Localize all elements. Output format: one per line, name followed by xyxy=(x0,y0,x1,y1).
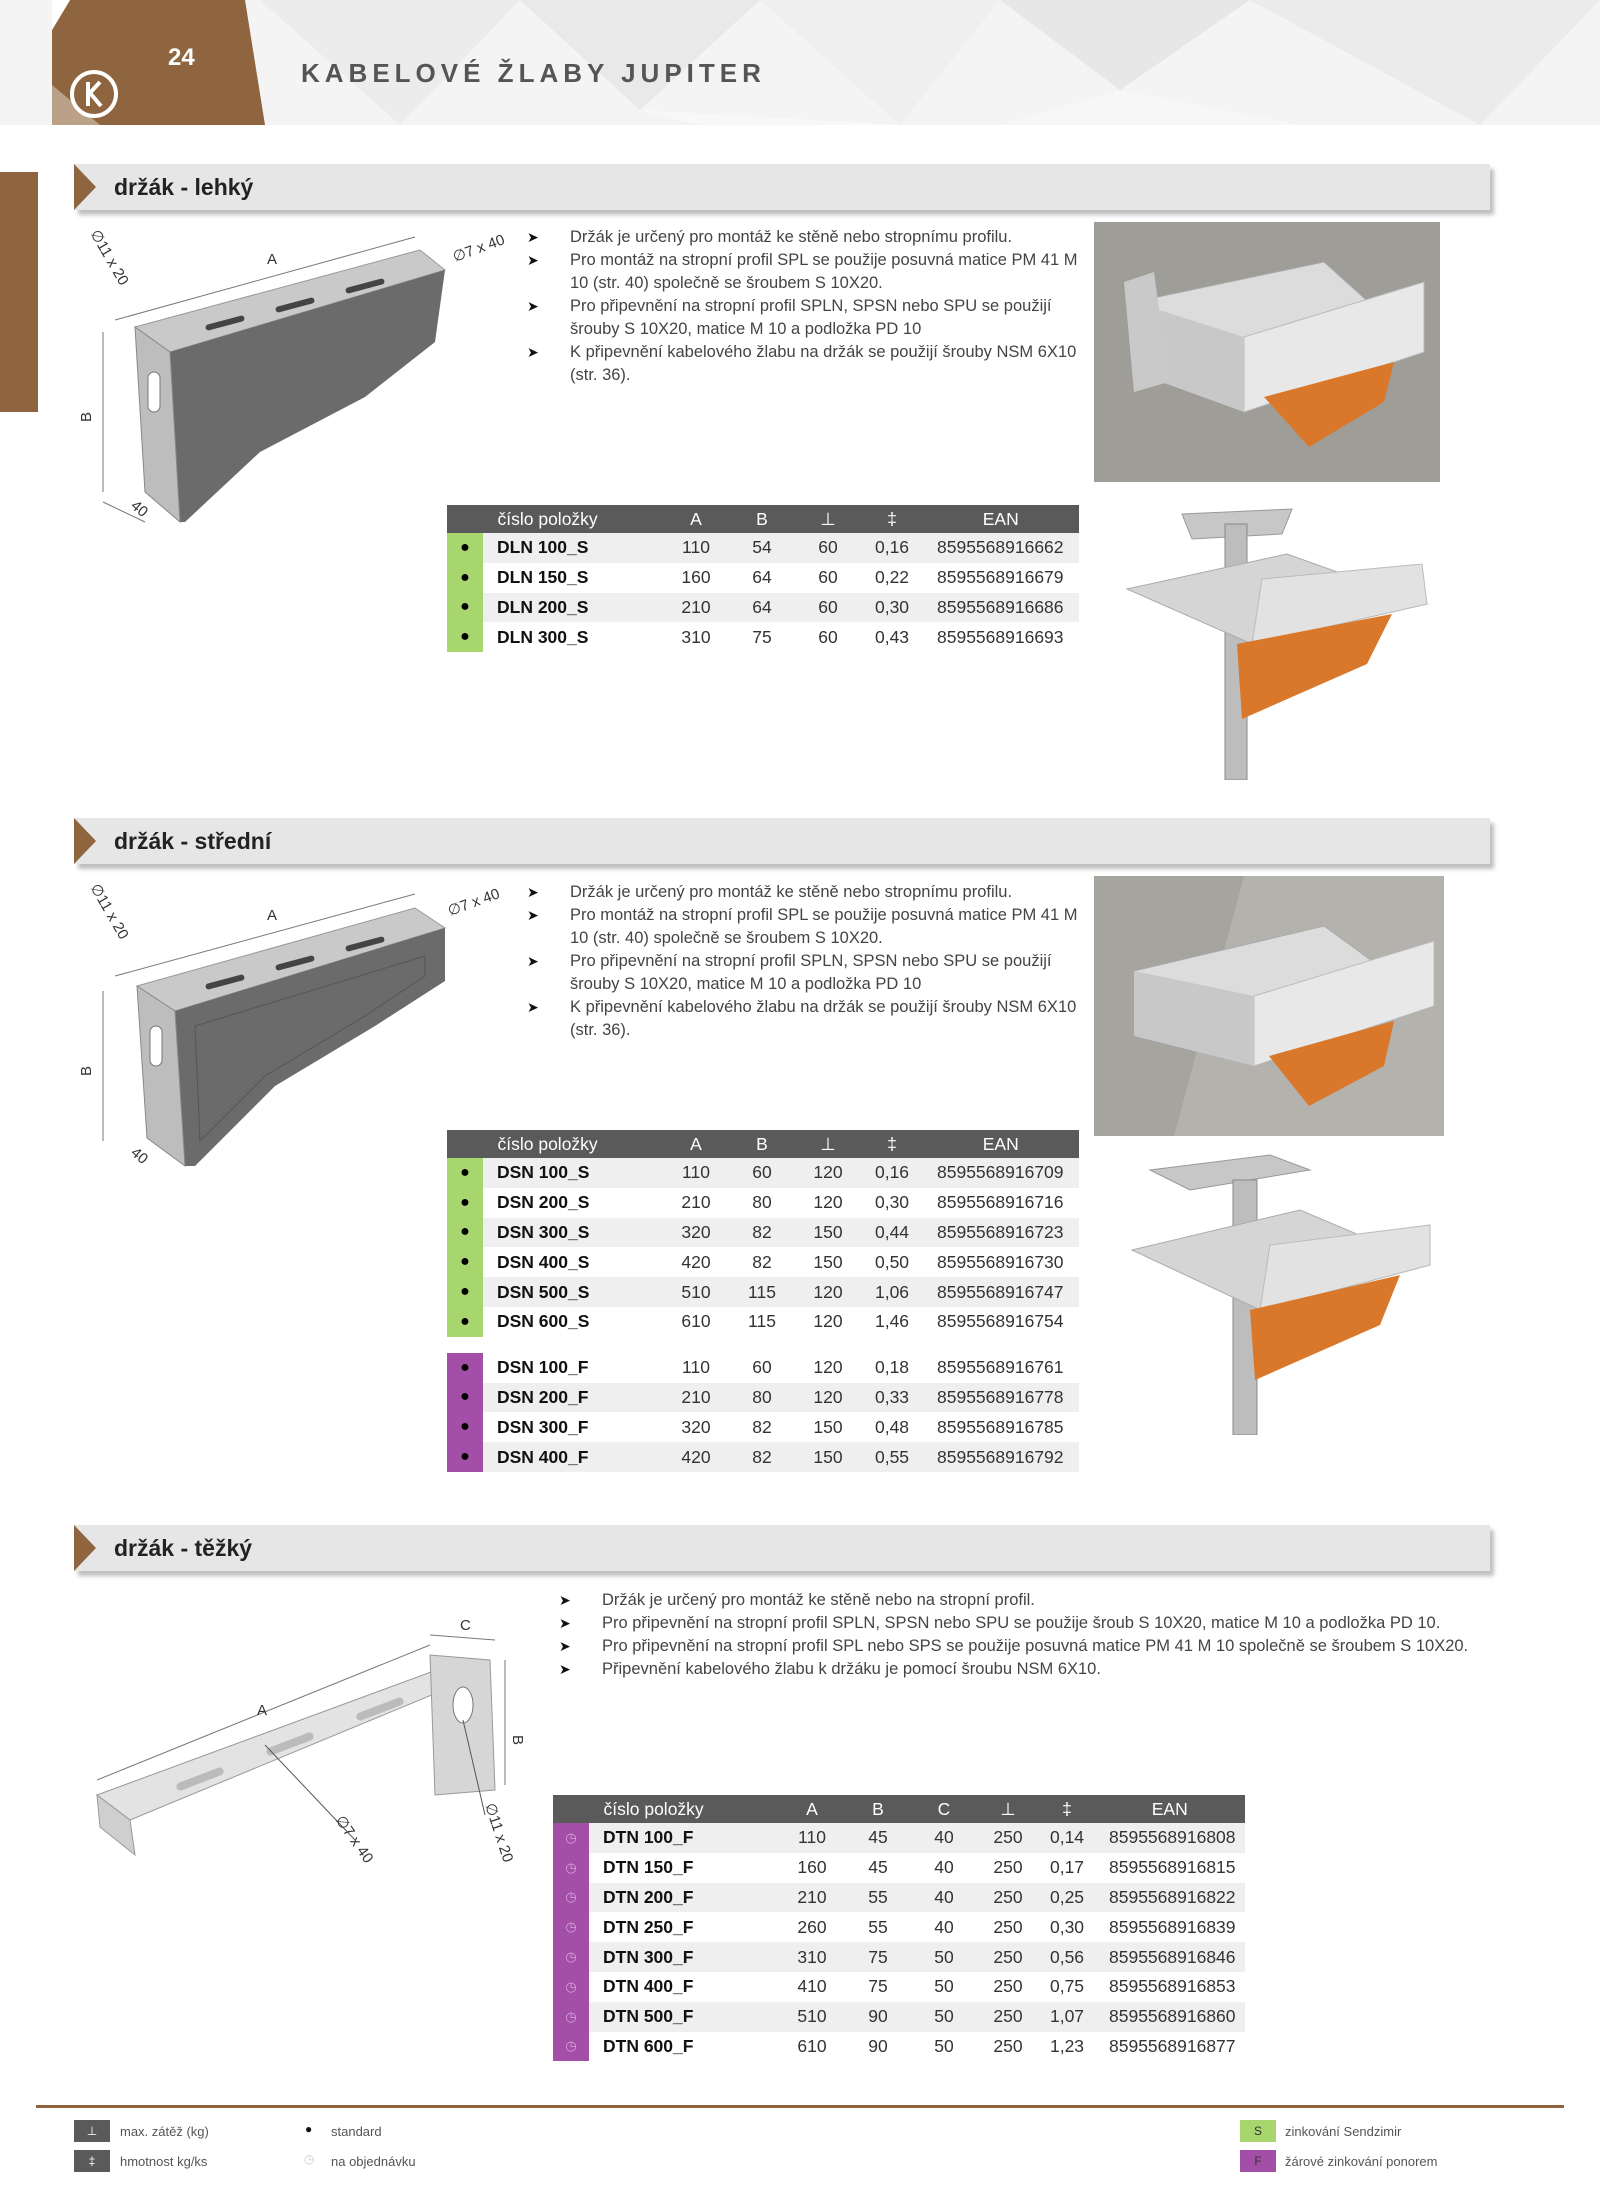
col-load: ⊥ xyxy=(795,1130,861,1158)
table-row: ◷ DTN 400_F 410 75 50 250 0,75 8595568916853 xyxy=(553,1972,1245,2002)
bracket-heavy-drawing xyxy=(85,1615,545,1885)
legend-load-label: max. zátěž (kg) xyxy=(120,2124,209,2139)
legend-sendzimir-icon: S xyxy=(1240,2120,1276,2142)
dimension-hole-large: ∅11 x 20 xyxy=(481,1800,517,1865)
table-row: ● DLN 300_S 310 75 60 0,43 8595568916693 xyxy=(447,622,1079,652)
section-bar xyxy=(74,164,1490,210)
bullet-item: ➤ K připevnění kabelového žlabu na držák se použijí šrouby NSM 6X10 (str. 36). xyxy=(527,343,1077,384)
bullet-arrow-icon: ➤ xyxy=(527,298,539,314)
dimension-a: A xyxy=(267,251,278,268)
photo-bracket-ceiling xyxy=(1130,1145,1455,1435)
page-number: 24 xyxy=(168,44,195,71)
col-ean: EAN xyxy=(1095,1795,1245,1823)
dimension-hole-small: ∅7 x 40 xyxy=(331,1812,377,1867)
legend-weight-icon: ‡ xyxy=(74,2150,110,2172)
section-bar xyxy=(74,1525,1490,1571)
section-header-heavy xyxy=(74,1525,1490,1573)
col-weight: ‡ xyxy=(861,505,923,533)
col-b: B xyxy=(845,1795,911,1823)
bullet-item: ➤ Držák je určený pro montáž ke stěně nebo na stropní profil. xyxy=(559,1589,1479,1612)
legend-load-icon: ⊥ xyxy=(74,2120,110,2142)
table-row: ● DSN 100_F 110 60 120 0,18 8595568916761 xyxy=(447,1353,1079,1383)
bullet-arrow-icon: ➤ xyxy=(559,1592,571,1608)
bullet-item: ➤ Pro připevnění na stropní profil SPLN, SPSN nebo SPU se použijí šrouby S 10X20, matice M 10 a podložka PD 10 xyxy=(527,952,1052,993)
col-weight: ‡ xyxy=(861,1130,923,1158)
section-heavy-bullets xyxy=(559,1589,1479,1681)
col-load: ⊥ xyxy=(795,505,861,533)
dimension-b: B xyxy=(78,411,95,422)
dimension-hole-small: ∅7 x 40 xyxy=(445,885,503,920)
table-row: ● DSN 200_F 210 80 120 0,33 8595568916778 xyxy=(447,1383,1079,1413)
dimension-depth: 40 xyxy=(127,497,152,521)
footer-divider xyxy=(36,2105,1564,2108)
col-b: B xyxy=(729,1130,795,1158)
bullet-arrow-icon: ➤ xyxy=(527,344,539,360)
col-ean: EAN xyxy=(923,505,1079,533)
document-title: KABELOVÉ ŽLABY JUPITER xyxy=(301,58,766,88)
col-b: B xyxy=(729,505,795,533)
legend-standard-label: standard xyxy=(331,2124,382,2139)
company-logo-icon xyxy=(68,68,120,120)
bullet-item: ➤ Pro připevnění na stropní profil SPL nebo SPS se použije posuvná matice PM 41 M 10 společně se šroubem S 10X20. xyxy=(559,1635,1479,1658)
col-a: A xyxy=(663,505,729,533)
legend-sendzimir-label: zinkování Sendzimir xyxy=(1285,2124,1402,2139)
table-row: ● DSN 400_S 420 82 150 0,50 8595568916730 xyxy=(447,1247,1079,1277)
section-arrow-icon xyxy=(74,818,96,864)
table-row: ◷ DTN 100_F 110 45 40 250 0,14 8595568916808 xyxy=(553,1823,1245,1853)
header-brand-tab xyxy=(0,0,270,125)
col-item: číslo položky xyxy=(483,505,663,533)
section-bar xyxy=(74,818,1490,864)
col-load: ⊥ xyxy=(977,1795,1039,1823)
table-row: ◷ DTN 200_F 210 55 40 250 0,25 8595568916822 xyxy=(553,1883,1245,1913)
table-row: ● DSN 600_S 610 115 120 1,46 8595568916754 xyxy=(447,1307,1079,1337)
legend-standard-icon: ● xyxy=(305,2122,313,2136)
col-weight: ‡ xyxy=(1039,1795,1095,1823)
table-row: ◷ DTN 500_F 510 90 50 250 1,07 8595568916860 xyxy=(553,2002,1245,2032)
section-header-light xyxy=(74,164,1490,212)
dimension-a: A xyxy=(257,1702,268,1719)
photo-bracket-ceiling xyxy=(1122,494,1452,780)
bullet-arrow-icon: ➤ xyxy=(559,1615,571,1631)
bullet-item: ➤ Pro montáž na stropní profil SPL se použije posuvná matice PM 41 M 10 (str. 40) společně se šroubem S 10X20. xyxy=(527,251,1078,292)
dimension-b: B xyxy=(78,1065,95,1076)
legend-weight-label: hmotnost kg/ks xyxy=(120,2154,208,2169)
bullet-arrow-icon: ➤ xyxy=(527,953,539,969)
legend-hotdip-icon: F xyxy=(1240,2150,1276,2172)
table-row: ● DSN 300_F 320 82 150 0,48 8595568916785 xyxy=(447,1412,1079,1442)
dimension-hole-large: ∅11 x 20 xyxy=(86,226,132,289)
dimension-hole-large: ∅11 x 20 xyxy=(86,880,132,943)
table-row: ◷ DTN 250_F 260 55 40 250 0,30 8595568916839 xyxy=(553,1912,1245,1942)
table-row: ● DLN 100_S 110 54 60 0,16 8595568916662 xyxy=(447,533,1079,563)
dimension-b: B xyxy=(509,1735,526,1746)
bullet-arrow-icon: ➤ xyxy=(559,1661,571,1677)
table-row: ● DSN 500_S 510 115 120 1,06 8595568916747 xyxy=(447,1277,1079,1307)
section-header-medium xyxy=(74,818,1490,866)
bullet-item: ➤ K připevnění kabelového žlabu na držák se použijí šrouby NSM 6X10 (str. 36). xyxy=(527,998,1077,1039)
bullet-item: ➤ Držák je určený pro montáž ke stěně nebo stropnímu profilu. xyxy=(527,226,1087,249)
table-medium xyxy=(447,1130,1079,1472)
legend-hotdip-label: žárové zinkování ponorem xyxy=(1285,2154,1438,2169)
col-marker xyxy=(447,505,483,533)
section-medium-bullets xyxy=(527,881,1087,1042)
bullet-item: ➤ Držák je určený pro montáž ke stěně nebo stropnímu profilu. xyxy=(527,881,1087,904)
bullet-item: ➤ Pro připevnění na stropní profil SPLN, SPSN nebo SPU se použijí šrouby S 10X20, matice M 10 a podložka PD 10 xyxy=(527,297,1052,338)
legend-order-icon: ◷ xyxy=(304,2152,315,2166)
section-title: držák - těžký xyxy=(114,1535,253,1561)
col-c: C xyxy=(911,1795,977,1823)
col-marker xyxy=(447,1130,483,1158)
bullet-arrow-icon: ➤ xyxy=(559,1638,571,1654)
section-arrow-icon xyxy=(74,1525,96,1571)
table-row: ◷ DTN 600_F 610 90 50 250 1,23 8595568916877 xyxy=(553,2032,1245,2062)
table-row: ◷ DTN 150_F 160 45 40 250 0,17 8595568916815 xyxy=(553,1853,1245,1883)
photo-bracket-wall xyxy=(1094,876,1444,1136)
legend-order-label: na objednávku xyxy=(331,2154,416,2169)
table-heavy xyxy=(553,1795,1245,2061)
bullet-item: ➤ Připevnění kabelového žlabu k držáku je pomocí šroubu NSM 6X10. xyxy=(559,1658,1479,1681)
table-row: ◷ DTN 300_F 310 75 50 250 0,56 8595568916846 xyxy=(553,1942,1245,1972)
table-row: ● DSN 300_S 320 82 150 0,44 8595568916723 xyxy=(447,1218,1079,1248)
col-ean: EAN xyxy=(923,1130,1079,1158)
table-row: ● DLN 200_S 210 64 60 0,30 8595568916686 xyxy=(447,593,1079,623)
bullet-item: ➤ Pro připevnění na stropní profil SPLN, SPSN nebo SPU se použije šroub S 10X20, matice M 10 a podložka PD 10. xyxy=(559,1612,1479,1635)
chapter-number: 1 xyxy=(4,361,33,419)
section-arrow-icon xyxy=(74,164,96,210)
col-item: číslo položky xyxy=(589,1795,779,1823)
col-a: A xyxy=(779,1795,845,1823)
table-row: ● DSN 200_S 210 80 120 0,30 8595568916716 xyxy=(447,1188,1079,1218)
col-a: A xyxy=(663,1130,729,1158)
table-row: ● DSN 100_S 110 60 120 0,16 8595568916709 xyxy=(447,1158,1079,1188)
bullet-arrow-icon: ➤ xyxy=(527,999,539,1015)
dimension-c: C xyxy=(460,1617,471,1634)
dimension-a: A xyxy=(267,907,278,924)
bullet-arrow-icon: ➤ xyxy=(527,229,539,245)
table-row: ● DSN 400_F 420 82 150 0,55 8595568916792 xyxy=(447,1442,1079,1472)
section-light-bullets xyxy=(527,226,1087,387)
table-row: ● DLN 150_S 160 64 60 0,22 8595568916679 xyxy=(447,563,1079,593)
col-item: číslo položky xyxy=(483,1130,663,1158)
table-light xyxy=(447,505,1079,652)
photo-bracket-wall xyxy=(1094,222,1440,482)
dimension-hole-small: ∅7 x 40 xyxy=(450,231,508,266)
section-title: držák - lehký xyxy=(114,174,254,200)
bracket-light-drawing xyxy=(75,222,525,532)
bullet-arrow-icon: ➤ xyxy=(527,252,539,268)
bullet-arrow-icon: ➤ xyxy=(527,907,539,923)
bullet-arrow-icon: ➤ xyxy=(527,884,539,900)
section-title: držák - střední xyxy=(114,828,272,854)
bullet-item: ➤ Pro montáž na stropní profil SPL se použije posuvná matice PM 41 M 10 (str. 40) společně se šroubem S 10X20. xyxy=(527,906,1078,947)
dimension-depth: 40 xyxy=(127,1144,152,1168)
col-marker xyxy=(553,1795,589,1823)
